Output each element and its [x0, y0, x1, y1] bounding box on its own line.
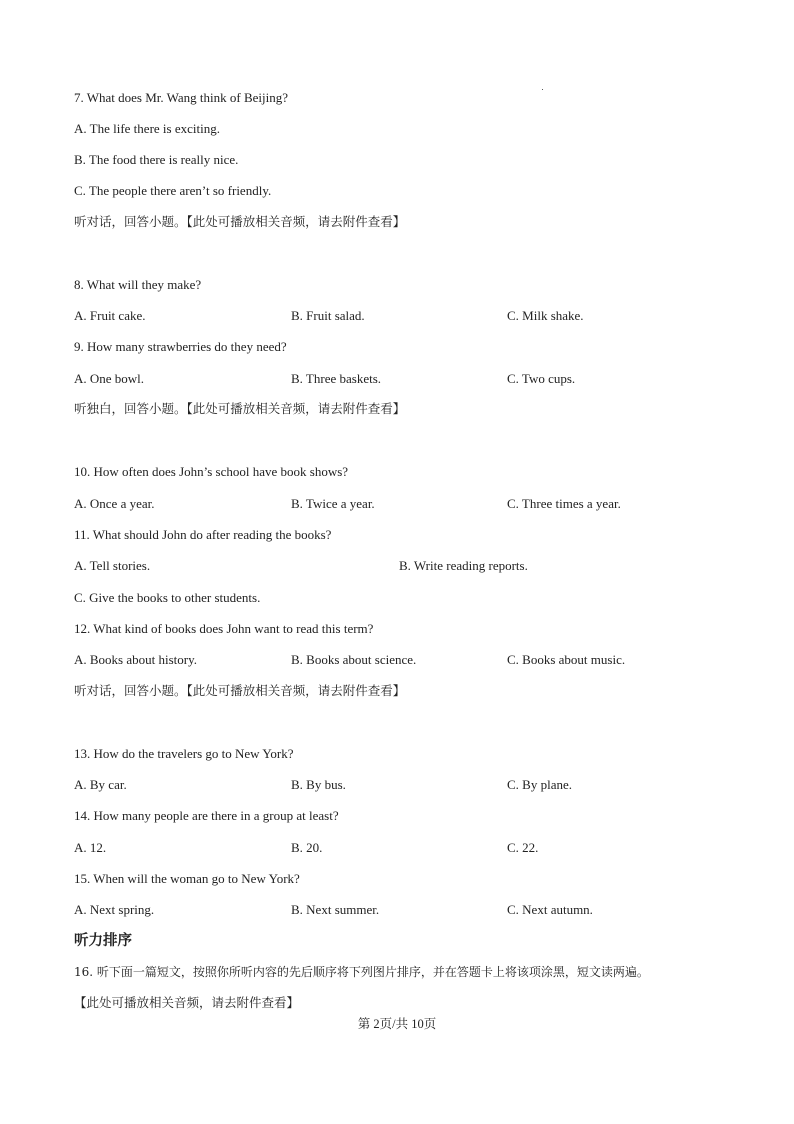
instruction-dialogue-2: 听对话，回答小题。【此处可播放相关音频，请去附件查看】	[74, 683, 406, 698]
q10-option-c: C. Three times a year.	[507, 496, 621, 511]
q13-option-a: A. By car.	[74, 777, 127, 792]
question-14: 14. How many people are there in a group at least?	[74, 808, 339, 823]
q14-option-b: B. 20.	[291, 840, 323, 855]
q10-option-b: B. Twice a year.	[291, 496, 375, 511]
question-11: 11. What should John do after reading the books?	[74, 527, 332, 542]
question-13: 13. How do the travelers go to New York?	[74, 746, 294, 761]
q8-option-c: C. Milk shake.	[507, 308, 584, 323]
stray-mark	[542, 89, 543, 90]
q11-option-c: C. Give the books to other students.	[74, 590, 261, 605]
q12-option-c: C. Books about music.	[507, 652, 626, 667]
section-title-listening-ordering: 听力排序	[74, 933, 132, 949]
instruction-monologue: 听独白，回答小题。【此处可播放相关音频，请去附件查看】	[74, 401, 406, 416]
question-12: 12. What kind of books does John want to read this term?	[74, 621, 374, 636]
q16-audio-note: 【此处可播放相关音频，请去附件查看】	[74, 995, 300, 1010]
q7-option-a: A. The life there is exciting.	[74, 121, 220, 136]
question-15: 15. When will the woman go to New York?	[74, 871, 300, 886]
q8-option-a: A. Fruit cake.	[74, 308, 146, 323]
q15-option-c: C. Next autumn.	[507, 902, 593, 917]
q13-option-c: C. By plane.	[507, 777, 572, 792]
page-number: 第 2页/共 10页	[357, 1017, 437, 1031]
q12-option-a: A. Books about history.	[74, 652, 198, 667]
q14-option-a: A. 12.	[74, 840, 107, 855]
q14-option-c: C. 22.	[507, 840, 539, 855]
q7-option-c: C. The people there aren’t so friendly.	[74, 183, 272, 198]
question-7: 7. What does Mr. Wang think of Beijing?	[74, 90, 289, 105]
q8-option-b: B. Fruit salad.	[291, 308, 365, 323]
question-10: 10. How often does John’s school have book shows?	[74, 464, 349, 479]
question-16: 16. 听下面一篇短文，按照你所听内容的先后顺序将下列图片排序，并在答题卡上将该项涂黑，短文读两遍。	[74, 965, 649, 979]
q9-option-c: C. Two cups.	[507, 371, 576, 386]
q11-option-a: A. Tell stories.	[74, 558, 151, 573]
question-9: 9. How many strawberries do they need?	[74, 339, 287, 354]
q9-option-a: A. One bowl.	[74, 371, 145, 386]
q13-option-b: B. By bus.	[291, 777, 346, 792]
q9-option-b: B. Three baskets.	[291, 371, 382, 386]
instruction-dialogue-1: 听对话，回答小题。【此处可播放相关音频，请去附件查看】	[74, 214, 406, 229]
q15-option-b: B. Next summer.	[291, 902, 380, 917]
q15-option-a: A. Next spring.	[74, 902, 155, 917]
q10-option-a: A. Once a year.	[74, 496, 155, 511]
q11-option-b: B. Write reading reports.	[399, 558, 528, 573]
question-8: 8. What will they make?	[74, 277, 202, 292]
q7-option-b: B. The food there is really nice.	[74, 152, 239, 167]
q12-option-b: B. Books about science.	[291, 652, 417, 667]
